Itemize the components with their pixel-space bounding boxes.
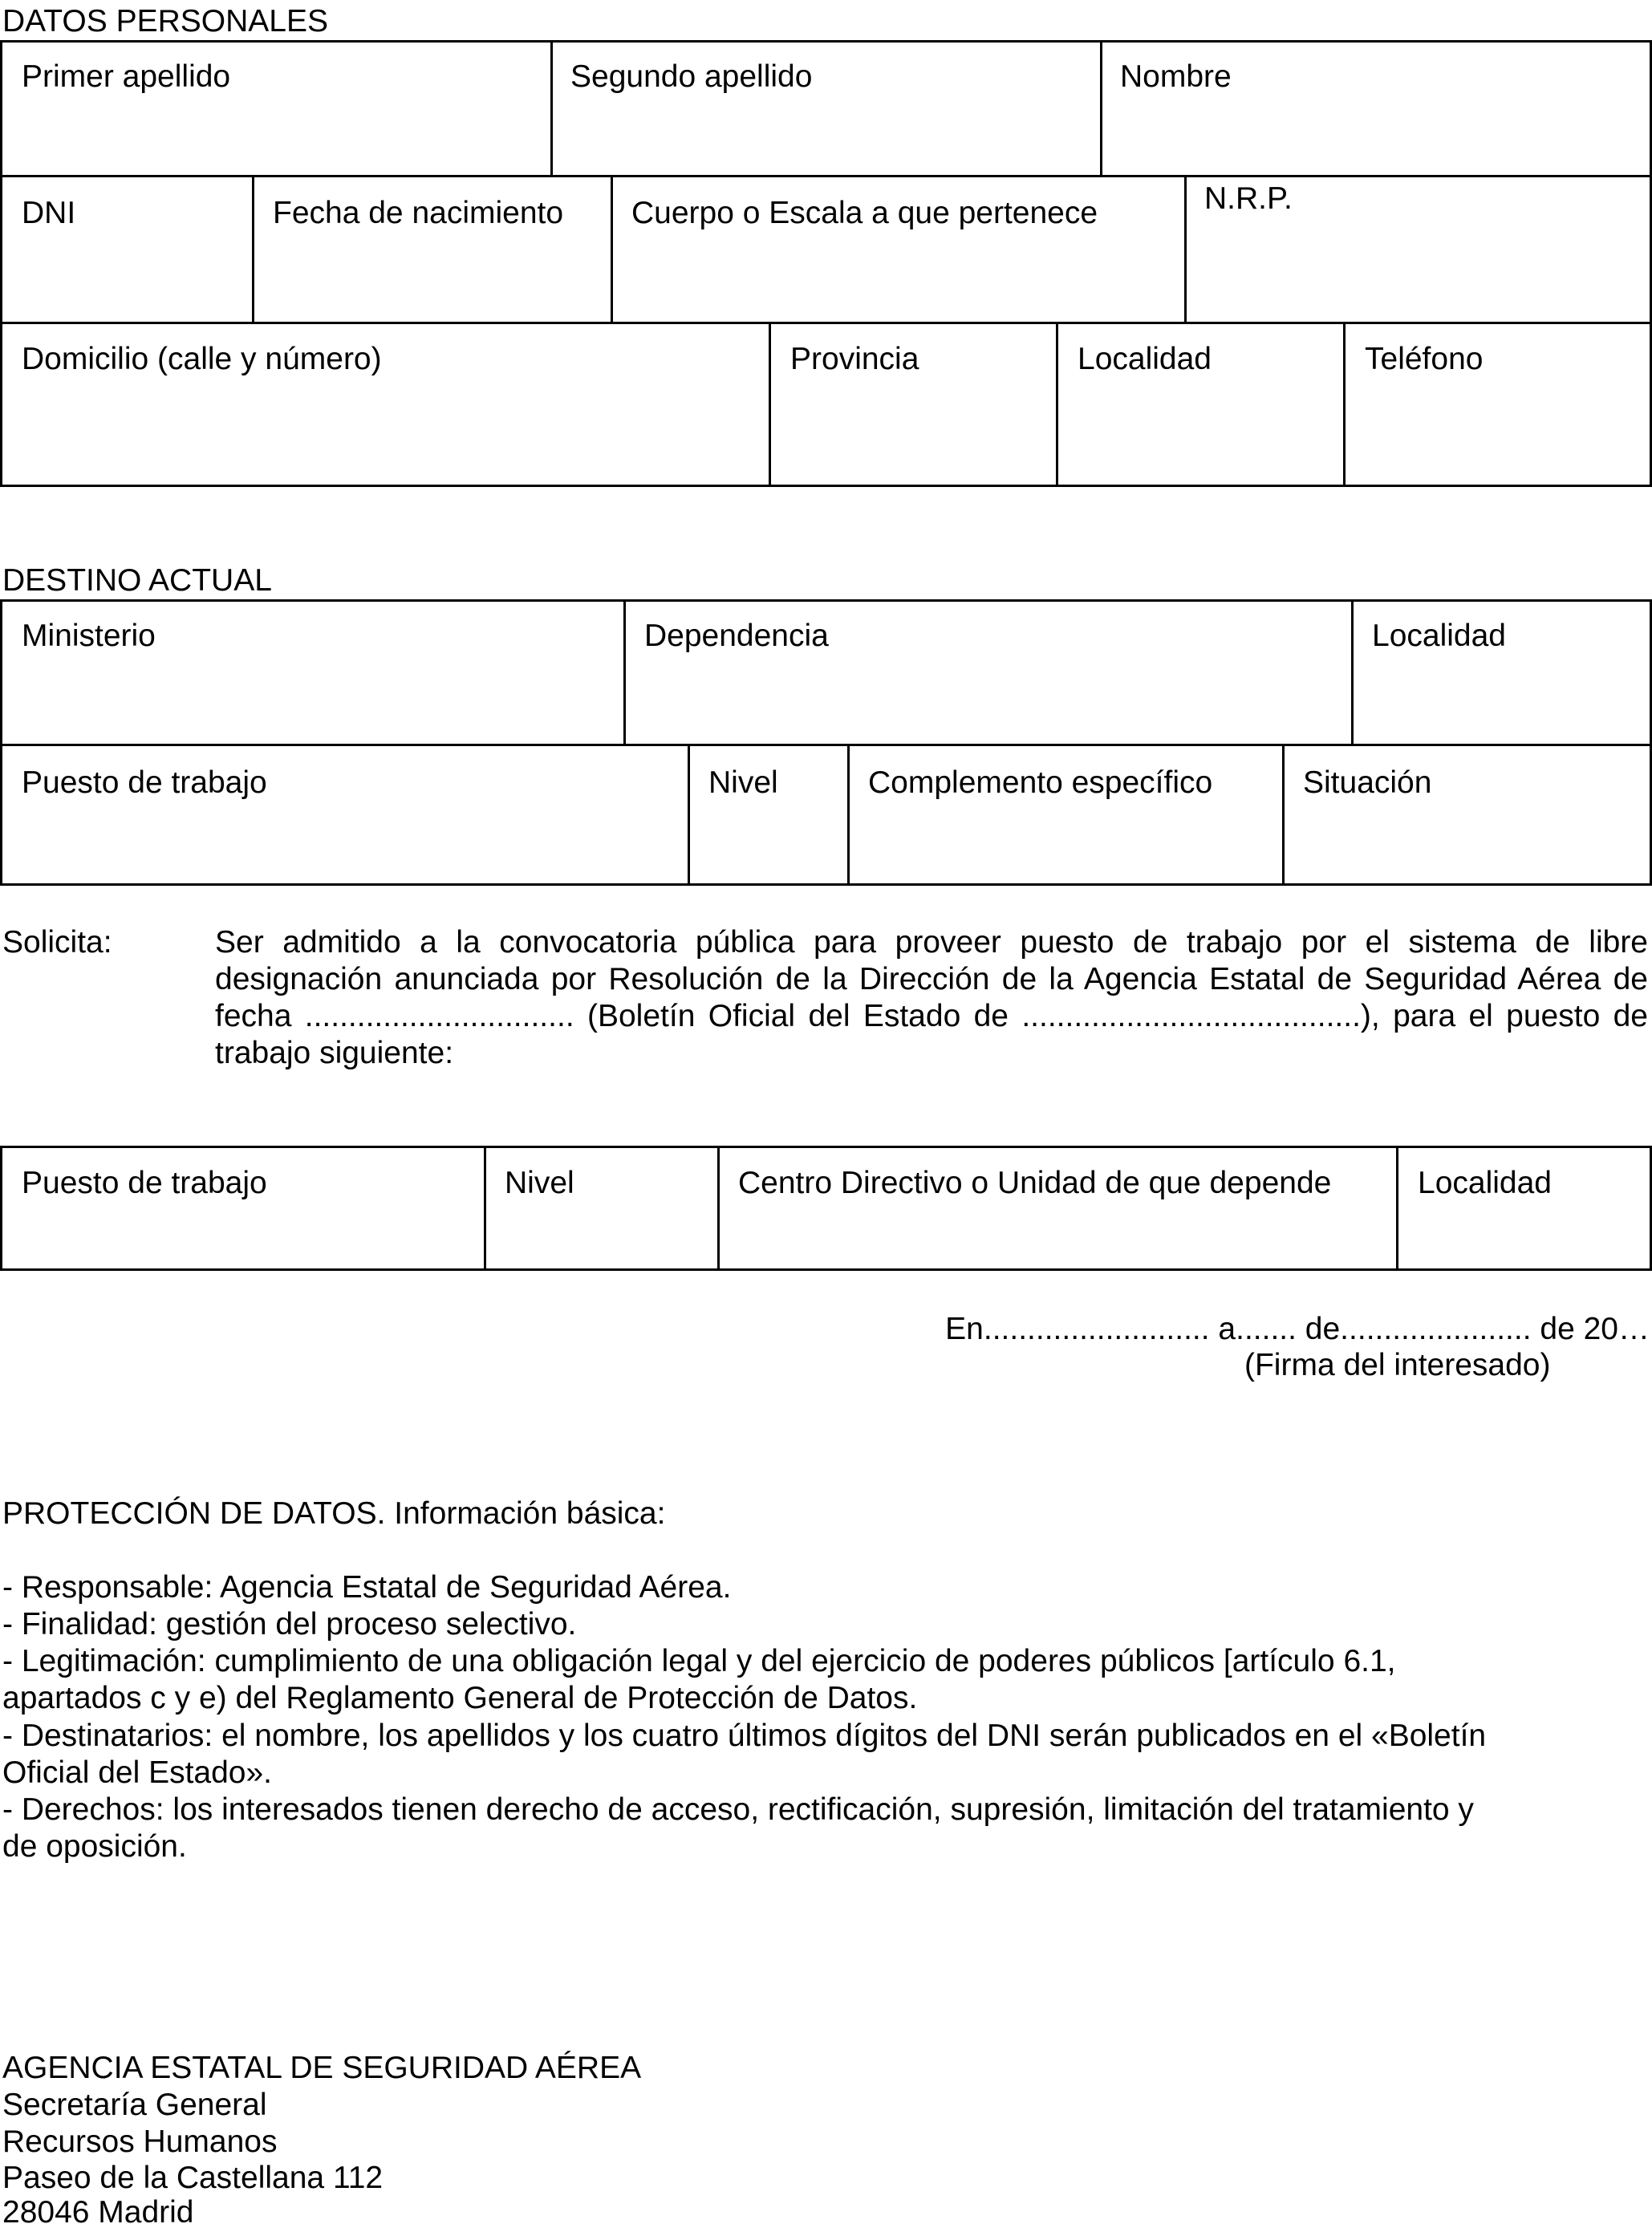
proteccion-line: - Finalidad: gestión del proceso selectivo. [2, 1607, 577, 1642]
dependencia-field[interactable]: Dependencia [644, 619, 829, 653]
address-line: 28046 Madrid [2, 2195, 194, 2230]
proteccion-line: - Responsable: Agencia Estatal de Seguridad Aérea. [2, 1570, 732, 1605]
destino-puesto-field[interactable]: Puesto de trabajo [22, 765, 267, 800]
provincia-field[interactable]: Provincia [790, 342, 919, 376]
proteccion-line: - Destinatarios: el nombre, los apellidos y los cuatro últimos dígitos del DNI serán publicados en el «Boletín [2, 1719, 1487, 1753]
proteccion-line: - Legitimación: cumplimiento de una obligación legal y del ejercicio de poderes públicos [artículo 6.1, [2, 1644, 1396, 1678]
solicita-text: Ser admitido a la convocatoria pública para proveer puesto de trabajo por el sistema de libre designación anunciada por Resolución de la Dirección de la Agencia Estatal de Seguridad Aérea de fecha ............................... (Boletín Oficial del Estado de .......................................), para el puesto de trabajo siguiente: [215, 925, 1648, 1070]
nombre-field[interactable]: Nombre [1120, 59, 1232, 94]
situacion-field[interactable]: Situación [1303, 765, 1432, 800]
centro-directivo-field[interactable]: Centro Directivo o Unidad de que depende [738, 1166, 1332, 1200]
destino-actual-heading: DESTINO ACTUAL [2, 563, 272, 598]
proteccion-line: apartados c y e) del Reglamento General de Protección de Datos. [2, 1681, 918, 1715]
domicilio-field[interactable]: Domicilio (calle y número) [22, 342, 382, 376]
solicitado-nivel-field[interactable]: Nivel [505, 1166, 574, 1200]
proteccion-line: - Derechos: los interesados tienen derecho de acceso, rectificación, supresión, limitación del tratamiento y [2, 1792, 1474, 1827]
proteccion-line: de oposición. [2, 1829, 187, 1864]
solicitado-puesto-field[interactable]: Puesto de trabajo [22, 1166, 267, 1200]
destino-localidad-field[interactable]: Localidad [1372, 619, 1506, 653]
primer-apellido-field[interactable]: Primer apellido [22, 59, 231, 94]
nrp-field[interactable]: N.R.P. [1204, 181, 1293, 216]
proteccion-datos-heading: PROTECCIÓN DE DATOS. Información básica: [2, 1496, 666, 1531]
segundo-apellido-field[interactable]: Segundo apellido [570, 59, 813, 94]
dni-field[interactable]: DNI [22, 196, 76, 230]
proteccion-line: Oficial del Estado». [2, 1755, 273, 1790]
firma-interesado: (Firma del interesado) [1244, 1348, 1551, 1382]
lugar-fecha-line[interactable]: En.......................... a....... de...................... de 20… [945, 1312, 1650, 1346]
address-line: Secretaría General [2, 2088, 267, 2122]
solicita-label: Solicita: [2, 925, 112, 960]
fecha-nacimiento-field[interactable]: Fecha de nacimiento [273, 196, 564, 230]
complemento-especifico-field[interactable]: Complemento específico [868, 765, 1213, 800]
ministerio-field[interactable]: Ministerio [22, 619, 156, 653]
telefono-field[interactable]: Teléfono [1365, 342, 1484, 376]
solicitado-localidad-field[interactable]: Localidad [1418, 1166, 1552, 1200]
destino-nivel-field[interactable]: Nivel [708, 765, 778, 800]
address-line: AGENCIA ESTATAL DE SEGURIDAD AÉREA [2, 2051, 642, 2085]
cuerpo-escala-field[interactable]: Cuerpo o Escala a que pertenece [631, 196, 1098, 230]
datos-personales-heading: DATOS PERSONALES [2, 4, 329, 39]
localidad-field[interactable]: Localidad [1078, 342, 1212, 376]
address-line: Paseo de la Castellana 112 [2, 2161, 384, 2195]
address-line: Recursos Humanos [2, 2124, 278, 2159]
